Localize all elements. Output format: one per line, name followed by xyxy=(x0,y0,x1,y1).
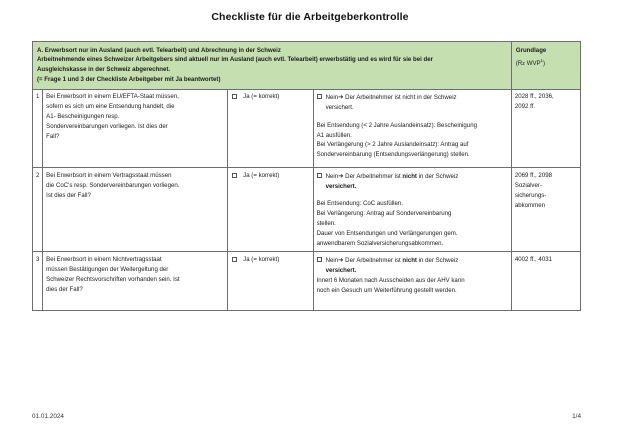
row-basis xyxy=(511,89,580,168)
arrow-right-icon: ➔ xyxy=(338,93,344,102)
footer-date: 01.01.2024 xyxy=(32,413,64,420)
no-consequence-line2: versichert. xyxy=(325,182,357,190)
no-detail-line: Innert 6 Monaten nach Ausscheiden aus der AHV kann xyxy=(316,276,465,284)
no-detail-line: Bei Verlängerung (> 2 Jahre Auslandeinsatz): Antrag auf xyxy=(316,141,469,149)
no-consequence-pre: Der Arbeitnehmer ist xyxy=(343,256,403,264)
no-consequence-line2: versichert. xyxy=(325,104,354,112)
basis-sub-suffix: ) xyxy=(542,59,545,67)
no-detail-line: Bei Entsendung: CoC ausfüllen. xyxy=(316,200,403,208)
no-consequence-emphasis: nicht xyxy=(402,172,417,180)
no-consequence-post: in der Schweiz xyxy=(416,172,459,180)
spacer xyxy=(317,113,508,121)
basis-sub-footnote: 1 xyxy=(540,57,543,63)
question-line: dies der Fall? xyxy=(46,285,83,293)
yes-option[interactable] xyxy=(231,255,309,265)
checkbox-icon[interactable] xyxy=(317,94,322,99)
question-line: Fall? xyxy=(46,132,60,140)
table-row xyxy=(33,252,581,311)
basis-line: Sozialver- xyxy=(514,181,542,189)
row-number: 2 xyxy=(33,168,43,252)
row-basis xyxy=(511,252,580,311)
basis-line: 4002 ff., 4031 xyxy=(514,255,552,263)
basis-header-sublabel xyxy=(516,59,576,69)
row-answer-yes[interactable] xyxy=(228,89,313,168)
basis-line: abkommen xyxy=(514,201,545,209)
question-line: müssen Bestätigungen der Weitergeltung der xyxy=(46,265,169,273)
question-line: sofern es sich um eine Entsendung handelt, die xyxy=(46,103,175,111)
no-consequence-line2: versichert. xyxy=(325,266,357,274)
no-detail-line: Sondervereinbarung (Entsendungsverlängerung) stellen. xyxy=(316,151,470,159)
yes-label: Ja (= korrekt) xyxy=(243,255,280,263)
row-number: 3 xyxy=(33,252,43,311)
arrow-right-icon: ➔ xyxy=(338,171,344,180)
yes-option[interactable] xyxy=(231,171,309,181)
no-consequence-emphasis: nicht xyxy=(402,256,417,264)
no-option[interactable] xyxy=(317,92,508,113)
basis-sub-mid: WVP xyxy=(525,59,541,67)
section-title-line4: (= Frage 1 und 3 der Checkliste Arbeitgeber mit Ja beantwortet) xyxy=(37,76,221,84)
question-line: Schweizer Rechtsvorschriften vorhanden sein. Ist xyxy=(46,275,180,283)
row-answer-no[interactable] xyxy=(313,89,511,168)
row-question xyxy=(43,252,228,311)
row-answer-no[interactable] xyxy=(313,252,511,311)
checkbox-icon[interactable] xyxy=(232,94,237,99)
question-line: die CoC's resp. Sondervereinbarungen vorliegen. xyxy=(46,181,180,189)
section-header-cell xyxy=(33,42,512,90)
no-detail-line: Bei Entsendung (< 2 Jahre Auslandeinsatz): Bescheinigung xyxy=(316,121,477,129)
no-label: Nein xyxy=(325,256,339,264)
question-line: Ist dies der Fall? xyxy=(46,191,91,199)
no-detail-line: Dauer von Entsendungen und Verlängerungen gem. xyxy=(316,229,458,237)
checklist-table xyxy=(32,41,581,311)
checkbox-icon[interactable] xyxy=(232,257,237,262)
basis-line: sicherungs- xyxy=(514,191,547,199)
row-question xyxy=(43,89,228,168)
question-line: Bei Erwerbsort in einem Nichtvertragsstaat xyxy=(46,255,162,263)
no-consequence-pre: Der Arbeitnehmer ist xyxy=(343,172,403,180)
yes-label: Ja (= korrekt) xyxy=(243,171,280,179)
arrow-right-icon: ➔ xyxy=(338,255,344,264)
basis-line: 2092 ff. xyxy=(514,103,536,111)
yes-label: Ja (= korrekt) xyxy=(243,93,280,101)
no-detail-line: A1 ausfüllen. xyxy=(316,131,352,139)
checkbox-icon[interactable] xyxy=(232,173,237,178)
page-title: Checkliste für die Arbeitgeberkontrolle xyxy=(211,11,409,23)
no-label: Nein xyxy=(325,94,339,102)
no-detail-line: Bei Verlängerung: Antrag auf Sondervereinbarung xyxy=(316,210,452,218)
no-detail-line: noch ein Gesuch um Weiterführung gestellt werden. xyxy=(316,286,457,294)
checkbox-icon[interactable] xyxy=(317,257,322,262)
row-number: 1 xyxy=(33,89,43,168)
no-option[interactable] xyxy=(317,171,508,192)
basis-sub-rz: z xyxy=(522,60,526,67)
row-answer-yes[interactable] xyxy=(228,252,313,311)
row-question xyxy=(43,168,228,252)
question-line: Bei Erwerbsort in einem EU/EFTA-Staat müssen, xyxy=(46,93,179,101)
table-header-row xyxy=(33,42,581,90)
checkbox-icon[interactable] xyxy=(317,173,322,178)
no-consequence-line1: Der Arbeitnehmer ist nicht in der Schweiz xyxy=(343,94,457,102)
basis-line: 2028 ff., 2036, xyxy=(514,93,554,101)
question-line: A1- Bescheinigungen resp. xyxy=(46,113,120,121)
no-detail-line: anwendbarem Sozialversicherungsabkommen. xyxy=(316,239,444,247)
yes-option[interactable] xyxy=(231,92,309,102)
section-title-line3: Ausgleichskasse in der Schweiz abgerechnet. xyxy=(37,66,171,74)
basis-header-label: Grundlage xyxy=(515,46,547,54)
no-detail-line: stellen. xyxy=(316,219,336,227)
footer-page-number: 1/4 xyxy=(572,413,581,420)
no-option[interactable] xyxy=(317,255,508,276)
question-line: Bei Erwerbsort in einem Vertragsstaat müssen xyxy=(46,171,172,179)
row-answer-no[interactable] xyxy=(313,168,511,252)
no-label: Nein xyxy=(325,172,339,180)
question-line: Sondervereinbarungen vorliegen. Ist dies der xyxy=(46,123,168,131)
section-title-line1: A. Erwerbsort nur im Ausland (auch evtl. Telearbeit) und Abrechnung in der Schweiz xyxy=(37,46,281,54)
basis-sub-prefix: (R xyxy=(515,59,523,67)
table-row xyxy=(33,168,581,252)
no-consequence-post: in der Schweiz xyxy=(416,256,459,264)
table-row xyxy=(33,89,581,168)
basis-line: 2069 ff., 2098 xyxy=(514,171,552,179)
row-basis xyxy=(511,168,580,252)
row-answer-yes[interactable] xyxy=(228,168,313,252)
basis-header-cell xyxy=(511,42,580,90)
section-title-line2: Arbeitnehmende eines Schweizer Arbeitgebers sind aktuell nur im Ausland (auch evtl. Telearbeit) erwerbstätig und es wird für sie bei der xyxy=(37,56,433,64)
spacer xyxy=(317,192,508,200)
